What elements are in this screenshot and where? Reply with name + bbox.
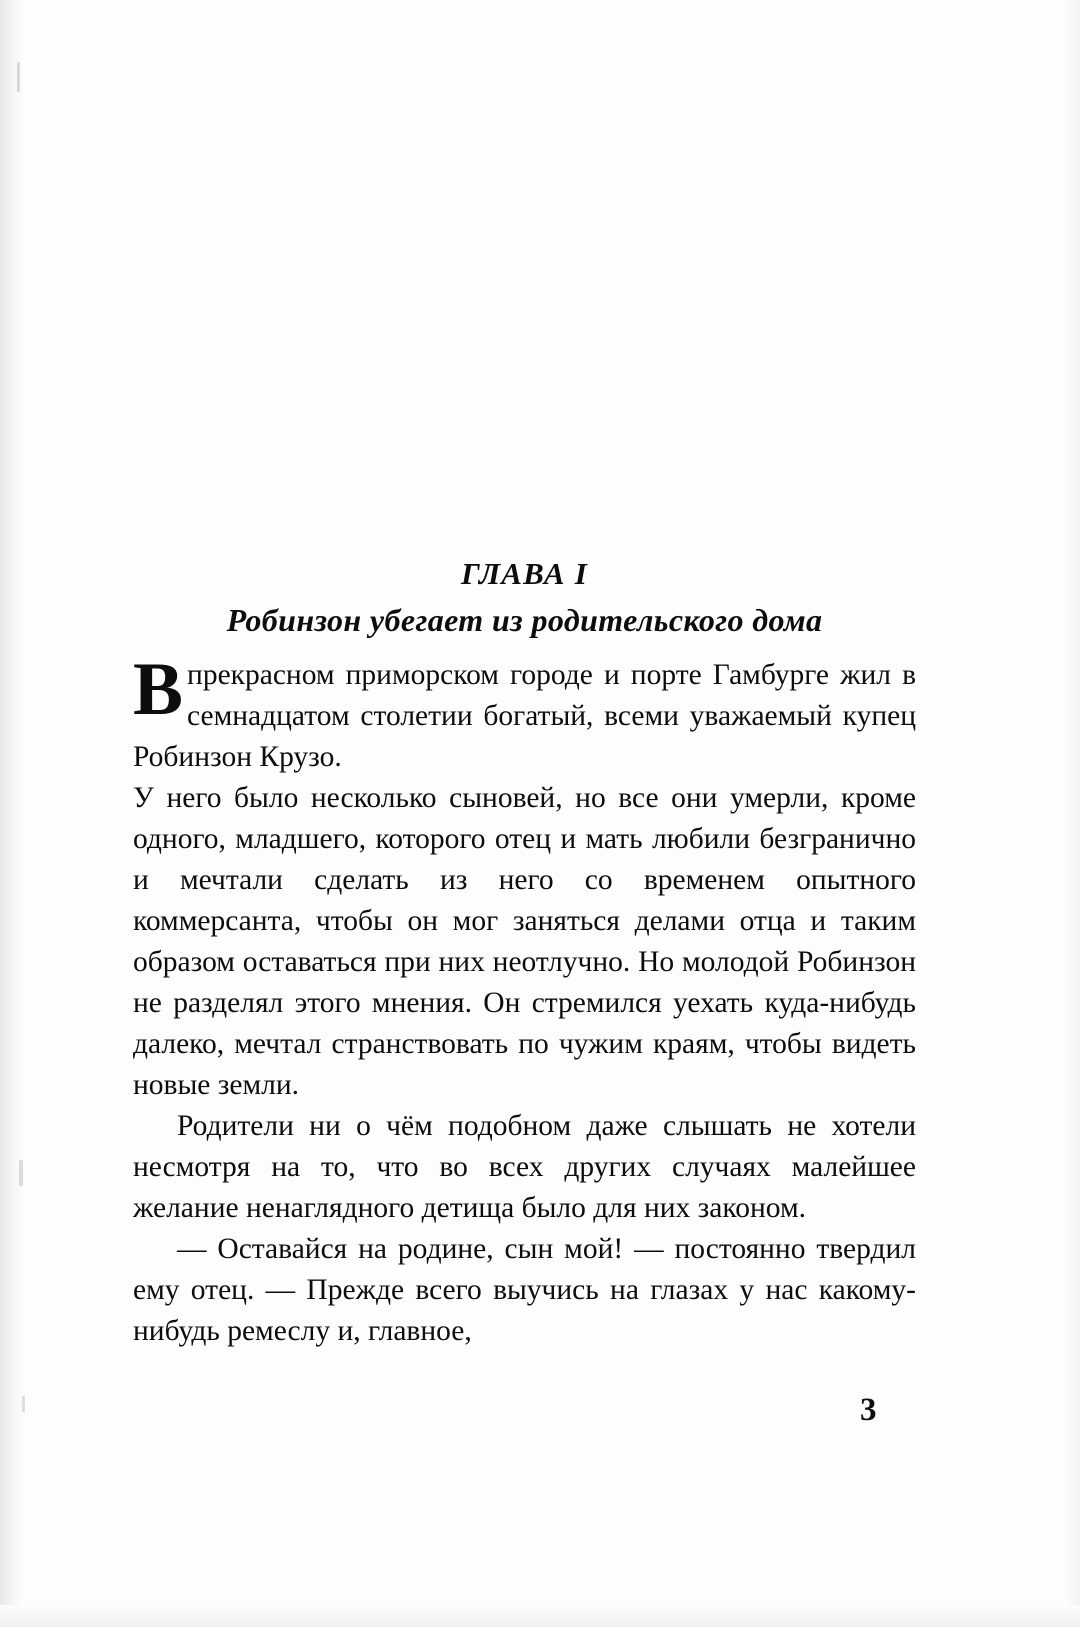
paragraph xyxy=(133,1106,916,1229)
chapter-label: ГЛАВА I xyxy=(461,556,588,591)
paragraph xyxy=(133,648,916,778)
page-bottom-edge-shadow xyxy=(0,1605,1080,1627)
page-text-block xyxy=(133,556,916,1352)
scan-artifact-mark xyxy=(22,1396,25,1412)
page-number: 3 xyxy=(860,1392,877,1428)
paragraph xyxy=(133,778,916,1106)
paragraph xyxy=(133,1229,916,1352)
page-gutter-shadow xyxy=(0,0,26,1627)
chapter-title: Робинзон убегает из родительского дома xyxy=(226,602,823,638)
paragraph-text: — Оставайся на родине, сын мой! — постоянно твердил ему отец. — Прежде всего выучись на глазах у нас какому-нибудь ремеслу и, главное, xyxy=(133,1233,916,1347)
page-outer-edge-shadow xyxy=(1064,0,1080,1627)
drop-cap-letter: В xyxy=(133,648,184,731)
paragraph-text: У него было несколько сыновей, но все они умерли, кроме одного, младшего, которого отец и мать любили безгранично и мечтали сделать из него со временем опытного коммерсанта, чтобы он мог заняться делами отца и таким образом оставаться при них неотлучно. Но молодой Робинзон не разделял этого мнения. Он стремился уехать куда-нибудь далеко, мечтал странствовать по чужим краям, чтобы видеть новые земли. xyxy=(133,782,916,1101)
scan-artifact-mark xyxy=(17,62,20,92)
paragraph-text: Родители ни о чём подобном даже слышать не хотели несмотря на то, что во всех других случаях малейшее желание ненаглядного детища было для них законом. xyxy=(133,1110,916,1224)
paragraph-text: прекрасном приморском городе и порте Гамбурге жил в семнадцатом столетии богатый, всеми уважаемый купец Робинзон Крузо. xyxy=(133,659,916,773)
scan-artifact-mark xyxy=(19,1160,23,1186)
